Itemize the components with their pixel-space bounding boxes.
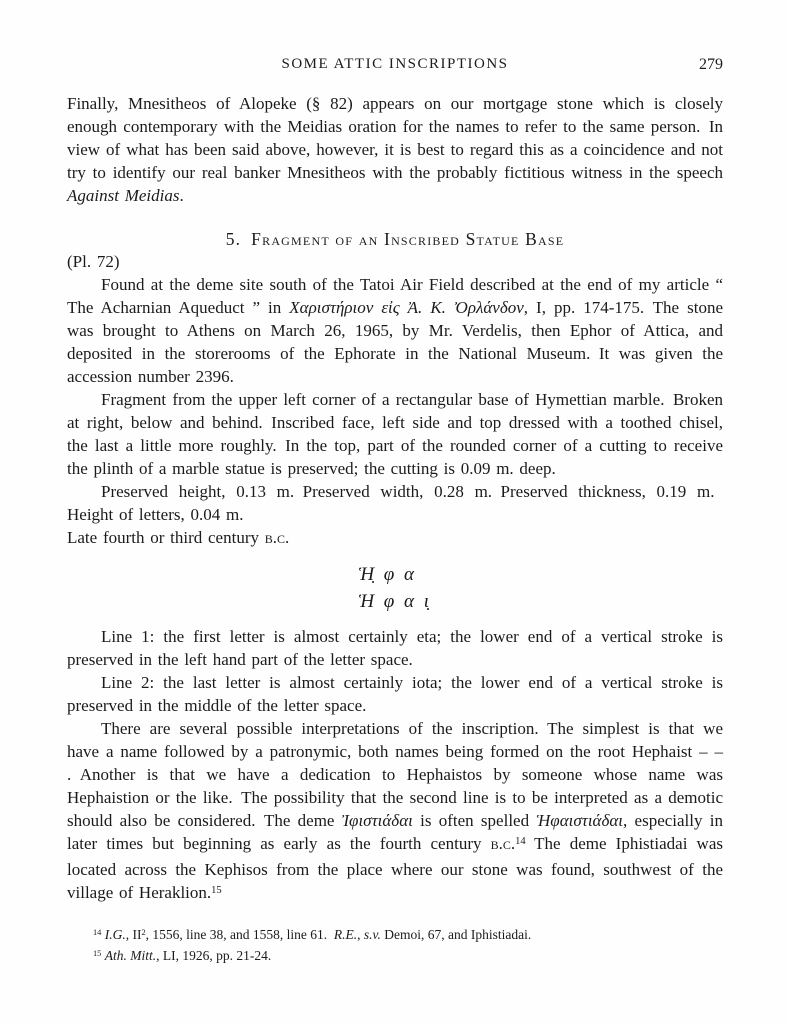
- inscription-line-2: Ἡ φ α ι̣: [358, 591, 432, 612]
- footnotes-section: [67, 925, 723, 967]
- paragraph-interpretation: There are several possible interpretations of the inscription. The simplest is that we have a name followed by a patronymic, both names being formed on the root Hephaist – – . Another is that we have a dedication to Hephaistos by someone whose name was Hephaistion or the like. The possibility that the second line is to be interpreted as a demotic should also be considered. The deme Ἰφιστιάδαι is often spelled Ἡφαιστιάδαι, especially in later times but beginning as early as the fourth century b.c.$^{14}$ The deme Iphistiadai was located across the Kephisos from the place where our stone was found, southwest of the village of Heraklion.$^{15}$: [67, 719, 723, 902]
- footnote-15: $^{15}$ Ath. Mitt., LI, 1926, pp. 21-24.: [93, 948, 272, 963]
- paragraph-intro: Finally, Mnesitheos of Alopeke (§ 82) appears on our mortgage stone which is closely enough contemporary with the Meidias oration for the names to refer to the same person. In view of what has been said above, however, it is best to regard this as a coincidence and not try to identify our real banker Mnesitheos with the probably fictitious witness in the speech Against Meidias.: [67, 94, 723, 205]
- paragraph-line1-note: Line 1: the first letter is almost certainly eta; the lower end of a vertical stroke is preserved in the left hand part of the letter space.: [67, 627, 723, 669]
- paragraph-dimensions: Preserved height, 0.13 m. Preserved width, 0.28 m. Preserved thickness, 0.19 m. Height of letters, 0.04 m.: [67, 482, 723, 524]
- running-title: SOME ATTIC INSCRIPTIONS: [281, 56, 509, 72]
- page-number: 279: [699, 56, 723, 73]
- section-heading: 5. Fragment of an Inscribed Statue Base: [225, 229, 565, 249]
- inscription-text: [358, 561, 431, 615]
- plate-reference: (Pl. 72): [67, 252, 120, 271]
- page-header: [67, 56, 723, 76]
- inscription-block: [67, 561, 723, 615]
- inscription-line-1: Ἡ̣ φ α: [358, 564, 417, 585]
- paragraph-line2-note: Line 2: the last letter is almost certainly iota; the lower end of a vertical stroke is preserved in the middle of the letter space.: [67, 673, 723, 715]
- date-line: Late fourth or third century b.c.: [67, 528, 290, 547]
- paragraph-findspot: Found at the deme site south of the Tatoi Air Field described at the end of my article “ The Acharnian Aqueduct ” in Χαριστήριον εἰς Ἀ. Κ. Ὀρλάνδον, I, pp. 174-175. The stone was brought to Athens on March 26, 1965, by Mr. Verdelis, then Ephor of Attica, and deposited in the storerooms of the Ephorate in the National Museum. It was given the accession number 2396.: [67, 275, 723, 386]
- footnote-14: $^{14}$ I.G., $II^2$, 1556, line 38, and 1558, line 61. R.E., s.v. Demoi, 67, and Iphistiadai.: [93, 927, 532, 942]
- paragraph-description: Fragment from the upper left corner of a rectangular base of Hymettian marble. Broken at right, below and behind. Inscribed face, left side and top dressed with a toothed chisel, the last a little more roughly. In the top, part of the rounded corner of a cutting to receive the plinth of a marble statue is preserved; the cutting is 0.09 m. deep.: [67, 390, 723, 478]
